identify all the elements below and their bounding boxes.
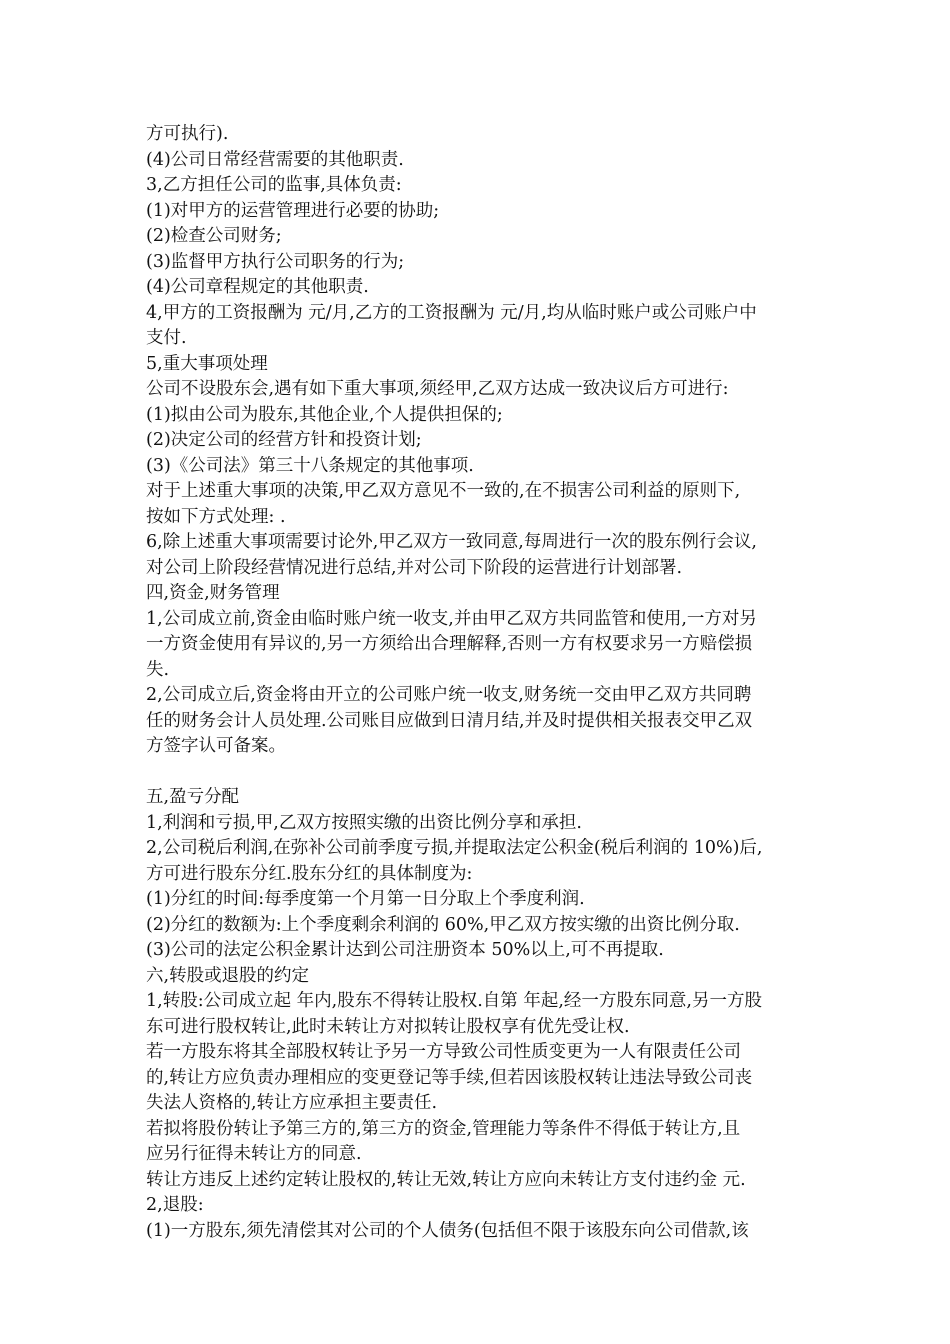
- text-line: 失.: [146, 659, 170, 680]
- text-line: 方可执行).: [146, 124, 229, 144]
- text-line: 公司不设股东会,遇有如下重大事项,须经甲,乙双方达成一致决议后方可进行:: [146, 379, 729, 399]
- text-line: 按如下方式处理: .: [146, 506, 286, 527]
- text-line: 3,乙方担任公司的监事,具体负责:: [146, 175, 402, 195]
- text-line: 东可进行股权转让,此时未转让方对拟转让股权享有优先受让权.: [146, 1016, 630, 1037]
- text-line: 支付.: [146, 328, 187, 348]
- section-heading: 四,资金,财务管理: [146, 583, 280, 603]
- text-line: 2,公司成立后,资金将由开立的公司账户统一收支,财务统一交由甲乙双方共同聘: [146, 685, 752, 705]
- text-line: (2)决定公司的经营方针和投资计划;: [146, 430, 422, 450]
- text-line: 方签字认可备案。: [146, 736, 286, 756]
- text-line: (1)分红的时间:每季度第一个月第一日分取上个季度利润.: [146, 889, 585, 909]
- text-line: (3)公司的法定公积金累计达到公司注册资本 50%以上,可不再提取.: [146, 940, 664, 960]
- text-line: 方可进行股东分红.股东分红的具体制度为:: [146, 863, 473, 884]
- text-line: 4,甲方的工资报酬为 元/月,乙方的工资报酬为 元/月,均从临时账户或公司账户中: [146, 302, 757, 323]
- text-line: 任的财务会计人员处理.公司账目应做到日清月结,并及时提供相关报表交甲乙双: [146, 710, 753, 731]
- document-body: [146, 122, 811, 1244]
- blank-line: [146, 760, 811, 786]
- section-heading: 六,转股或退股的约定: [146, 965, 310, 986]
- text-line: (1)一方股东,须先清偿其对公司的个人债务(包括但不限于该股东向公司借款,该: [146, 1220, 749, 1241]
- text-line: 2,退股:: [146, 1195, 204, 1215]
- text-line: (2)分红的数额为:上个季度剩余利润的 60%,甲乙双方按实缴的出资比例分取.: [146, 914, 740, 935]
- text-line: 1,转股:公司成立起 年内,股东不得转让股权.自第 年起,经一方股东同意,另一方股: [146, 991, 762, 1011]
- text-line: 若一方股东将其全部股权转让予另一方导致公司性质变更为一人有限责任公司: [146, 1042, 741, 1062]
- text-line: (3)监督甲方执行公司职务的行为;: [146, 251, 405, 272]
- text-line: 1,公司成立前,资金由临时账户统一收支,并由甲乙双方共同监管和使用,一方对另: [146, 608, 757, 629]
- text-line: 1,利润和亏损,甲,乙双方按照实缴的出资比例分享和承担.: [146, 812, 582, 833]
- text-line: 的,转让方应负责办理相应的变更登记等手续,但若因该股权转让违法导致公司丧: [146, 1067, 753, 1088]
- text-line: (4)公司日常经营需要的其他职责.: [146, 149, 404, 170]
- text-line: 6,除上述重大事项需要讨论外,甲乙双方一致同意,每周进行一次的股东例行会议,: [146, 532, 757, 552]
- text-line: 一方资金使用有异议的,另一方须给出合理解释,否则一方有权要求另一方赔偿损: [146, 634, 753, 654]
- text-line: 对公司上阶段经营情况进行总结,并对公司下阶段的运营进行计划部署.: [146, 557, 683, 578]
- text-line: (4)公司章程规定的其他职责.: [146, 277, 369, 297]
- text-line: 若拟将股份转让予第三方的,第三方的资金,管理能力等条件不得低于转让方,且: [146, 1118, 741, 1139]
- section-heading: 5,重大事项处理: [146, 353, 268, 374]
- text-line: (3)《公司法》第三十八条规定的其他事项.: [146, 455, 474, 476]
- section-heading: 五,盈亏分配: [146, 787, 240, 807]
- text-line: 应另行征得未转让方的同意.: [146, 1144, 362, 1164]
- text-line: (1)对甲方的运营管理进行必要的协助;: [146, 200, 440, 221]
- text-line: 对于上述重大事项的决策,甲乙双方意见不一致的,在不损害公司利益的原则下,: [146, 481, 741, 501]
- text-line: 转让方违反上述约定转让股权的,转让无效,转让方应向未转让方支付违约金 元.: [146, 1169, 746, 1190]
- text-line: (2)检查公司财务;: [146, 226, 282, 246]
- text-line: (1)拟由公司为股东,其他企业,个人提供担保的;: [146, 404, 503, 425]
- text-line: 失法人资格的,转让方应承担主要责任.: [146, 1093, 438, 1113]
- text-line: 2,公司税后利润,在弥补公司前季度亏损,并提取法定公积金(税后利润的 10%)后,: [146, 838, 763, 858]
